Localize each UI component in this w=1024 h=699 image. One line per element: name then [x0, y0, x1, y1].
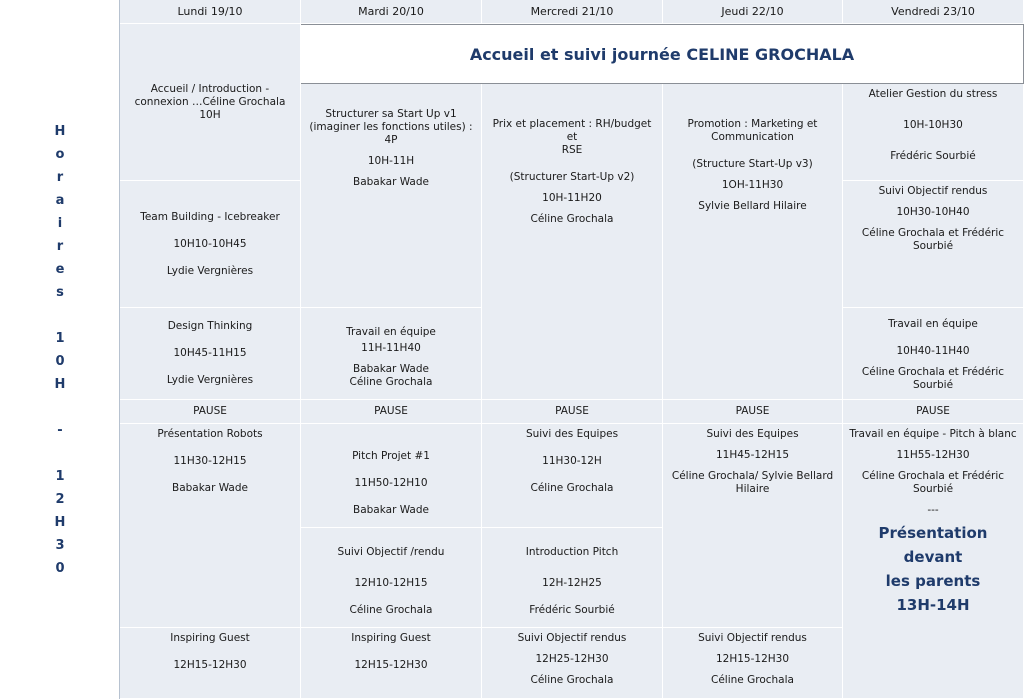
event-title: Suivi des Equipes	[706, 428, 799, 440]
event-title: Travail en équipe - Pitch à blanc	[849, 428, 1017, 440]
vertical-letter: 1	[55, 331, 65, 346]
event-title: Présentation Robots	[157, 428, 263, 440]
event-title: Suivi Objectif rendus	[517, 632, 627, 644]
event-tue-travail	[301, 308, 482, 400]
event-speaker: Céline Grochala	[349, 604, 433, 616]
event-title: Suivi Objectif rendus	[698, 632, 807, 644]
event-speaker: Céline Grochala	[530, 482, 614, 494]
event-time: 11H50-12H10	[354, 477, 428, 489]
event-wed-suivi-equipes	[482, 424, 663, 528]
pause-label: PAUSE	[555, 405, 589, 417]
pause-label: PAUSE	[374, 405, 408, 417]
vertical-letter: r	[56, 239, 64, 254]
event-title: Inspiring Guest	[170, 632, 250, 644]
pause-monday	[120, 400, 301, 424]
vertical-letter: 0	[55, 561, 65, 576]
banner-title	[300, 24, 1024, 84]
day-header-thursday	[663, 0, 843, 24]
event-time: 10H45-11H15	[173, 347, 247, 359]
event-time: 12H-12H25	[542, 577, 602, 589]
event-speaker: Babakar Wade	[353, 504, 429, 516]
event-time: 11H-11H40	[361, 342, 421, 354]
vertical-letter: -	[57, 423, 63, 438]
event-speaker: Frédéric Sourbié	[529, 604, 615, 616]
event-time: 12H25-12H30	[535, 653, 609, 665]
vertical-letter: 3	[55, 538, 65, 553]
banner-text: Accueil et suivi journée CELINE GROCHALA	[469, 44, 855, 64]
event-time: 10H-11H20	[542, 192, 602, 204]
vertical-letter: o	[55, 147, 65, 162]
event-time: 10H40-11H40	[896, 345, 970, 357]
vertical-letter: i	[57, 216, 63, 231]
vertical-letter: e	[55, 262, 65, 277]
vertical-letter	[48, 442, 72, 465]
vertical-letter: s	[56, 285, 64, 300]
vertical-letter: H	[54, 377, 66, 392]
event-title: Accueil / Introduction - connexion …Céline Grochala 10H	[134, 82, 286, 121]
event-title: Promotion : Marketing et Communication	[687, 118, 818, 143]
day-header-label: Mercredi 21/10	[530, 5, 614, 18]
event-time: 10H-11H	[367, 155, 415, 167]
day-header-label: Lundi 19/10	[177, 5, 243, 18]
event-title: Structurer sa Start Up v1 (imaginer les fonctions utiles) : 4P	[309, 108, 473, 146]
separator-text: ---	[927, 504, 939, 516]
vertical-letter	[48, 396, 72, 419]
event-wed-suivi-objectif	[482, 628, 663, 699]
event-speaker: Babakar Wade Céline Grochala	[349, 363, 433, 388]
event-title: Suivi Objectif rendus	[878, 185, 988, 197]
event-tue-suivi	[301, 528, 482, 628]
pause-thursday	[663, 400, 843, 424]
pause-label: PAUSE	[916, 405, 950, 417]
event-speaker: Céline Grochala/ Sylvie Bellard Hilaire	[671, 470, 834, 495]
day-header-tuesday	[301, 0, 482, 24]
event-speaker: Céline Grochala	[711, 674, 794, 686]
event-title: Atelier Gestion du stress	[868, 88, 998, 100]
event-time: 11H30-12H15	[173, 455, 247, 467]
event-time: 12H15-12H30	[715, 653, 790, 665]
event-title: Pitch Projet #1	[352, 450, 430, 462]
event-time: 11H45-12H15	[715, 449, 790, 461]
vertical-letter: a	[55, 193, 65, 208]
event-time: 12H10-12H15	[354, 577, 428, 589]
pause-label: PAUSE	[193, 405, 227, 417]
event-fri-travail	[843, 308, 1024, 400]
vertical-letter: r	[56, 170, 64, 185]
event-mon-team-building	[120, 181, 301, 308]
day-header-wednesday	[482, 0, 663, 24]
event-wed-prix	[482, 84, 663, 400]
vertical-letter: 1	[55, 469, 65, 484]
event-fri-pitch-blanc	[843, 424, 1024, 699]
event-speaker: Céline Grochala et Frédéric Sourbié	[861, 366, 1005, 391]
pause-wednesday	[482, 400, 663, 424]
event-time: 11H30-12H	[542, 455, 602, 467]
vertical-letter: 2	[55, 492, 65, 507]
event-subtitle: (Structurer Start-Up v2)	[509, 171, 635, 183]
event-time: 10H10-10H45	[173, 237, 247, 250]
event-tue-pitch	[301, 424, 482, 528]
event-mon-accueil	[120, 24, 301, 181]
vertical-letter	[48, 304, 72, 327]
day-header-friday	[843, 0, 1024, 24]
event-speaker: Babakar Wade	[172, 482, 248, 494]
highlight-line: 13H-14H	[896, 596, 970, 614]
event-fri-stress	[843, 84, 1024, 181]
vertical-letter: H	[54, 515, 66, 530]
event-title: Design Thinking	[167, 320, 253, 332]
pause-label: PAUSE	[735, 405, 770, 417]
highlight-line: Présentation devant	[878, 524, 988, 566]
day-header-monday	[120, 0, 301, 24]
event-speaker: Céline Grochala et Frédéric Sourbié	[861, 470, 1005, 495]
event-mon-design-thinking	[120, 308, 301, 400]
event-speaker: Sylvie Bellard Hilaire	[698, 200, 807, 212]
event-speaker: Céline Grochala	[530, 674, 614, 686]
event-title: Introduction Pitch	[525, 546, 619, 558]
event-thu-promotion	[663, 84, 843, 400]
event-speaker: Babakar Wade	[353, 176, 429, 188]
event-speaker: Céline Grochala	[530, 213, 614, 225]
event-speaker: Lydie Vergnières	[166, 374, 254, 386]
pause-tuesday	[301, 400, 482, 424]
event-title: Prix et placement : RH/budget et RSE	[492, 118, 652, 156]
event-title: Suivi Objectif /rendu	[337, 546, 445, 558]
event-time: 12H15-12H30	[354, 659, 428, 671]
vertical-hours-label	[48, 120, 72, 580]
event-tue-startup	[301, 84, 482, 308]
day-header-label: Mardi 20/10	[358, 5, 424, 18]
hours-sidebar	[0, 0, 120, 699]
event-thu-suivi-equipes	[663, 424, 843, 628]
event-fri-suivi	[843, 181, 1024, 308]
event-wed-intro-pitch	[482, 528, 663, 628]
event-title: Travail en équipe	[346, 326, 436, 338]
event-speaker: Frédéric Sourbié	[890, 150, 976, 162]
event-tue-inspiring-guest	[301, 628, 482, 699]
event-title: Travail en équipe	[888, 318, 978, 330]
day-header-label: Jeudi 22/10	[721, 5, 784, 18]
vertical-letter: H	[54, 124, 66, 139]
vertical-letter: 0	[55, 354, 65, 369]
event-time: 10H30-10H40	[896, 206, 970, 218]
event-speaker: Lydie Vergnières	[166, 264, 254, 277]
highlight-line: les parents	[885, 572, 981, 590]
event-time: 11H55-12H30	[896, 449, 970, 461]
event-title: Inspiring Guest	[351, 632, 431, 644]
event-subtitle: (Structure Start-Up v3)	[692, 158, 813, 170]
event-time: 10H-10H30	[903, 119, 963, 131]
event-thu-suivi-objectif	[663, 628, 843, 699]
event-time: 1OH-11H30	[721, 179, 784, 191]
event-time: 12H15-12H30	[173, 659, 247, 671]
event-speaker: Céline Grochala et Frédéric Sourbié	[861, 227, 1005, 252]
event-title: Team Building - Icebreaker	[140, 210, 280, 223]
pause-friday	[843, 400, 1024, 424]
event-title: Suivi des Equipes	[525, 428, 619, 440]
event-mon-robots	[120, 424, 301, 628]
day-header-label: Vendredi 23/10	[891, 5, 975, 18]
event-mon-inspiring-guest	[120, 628, 301, 699]
